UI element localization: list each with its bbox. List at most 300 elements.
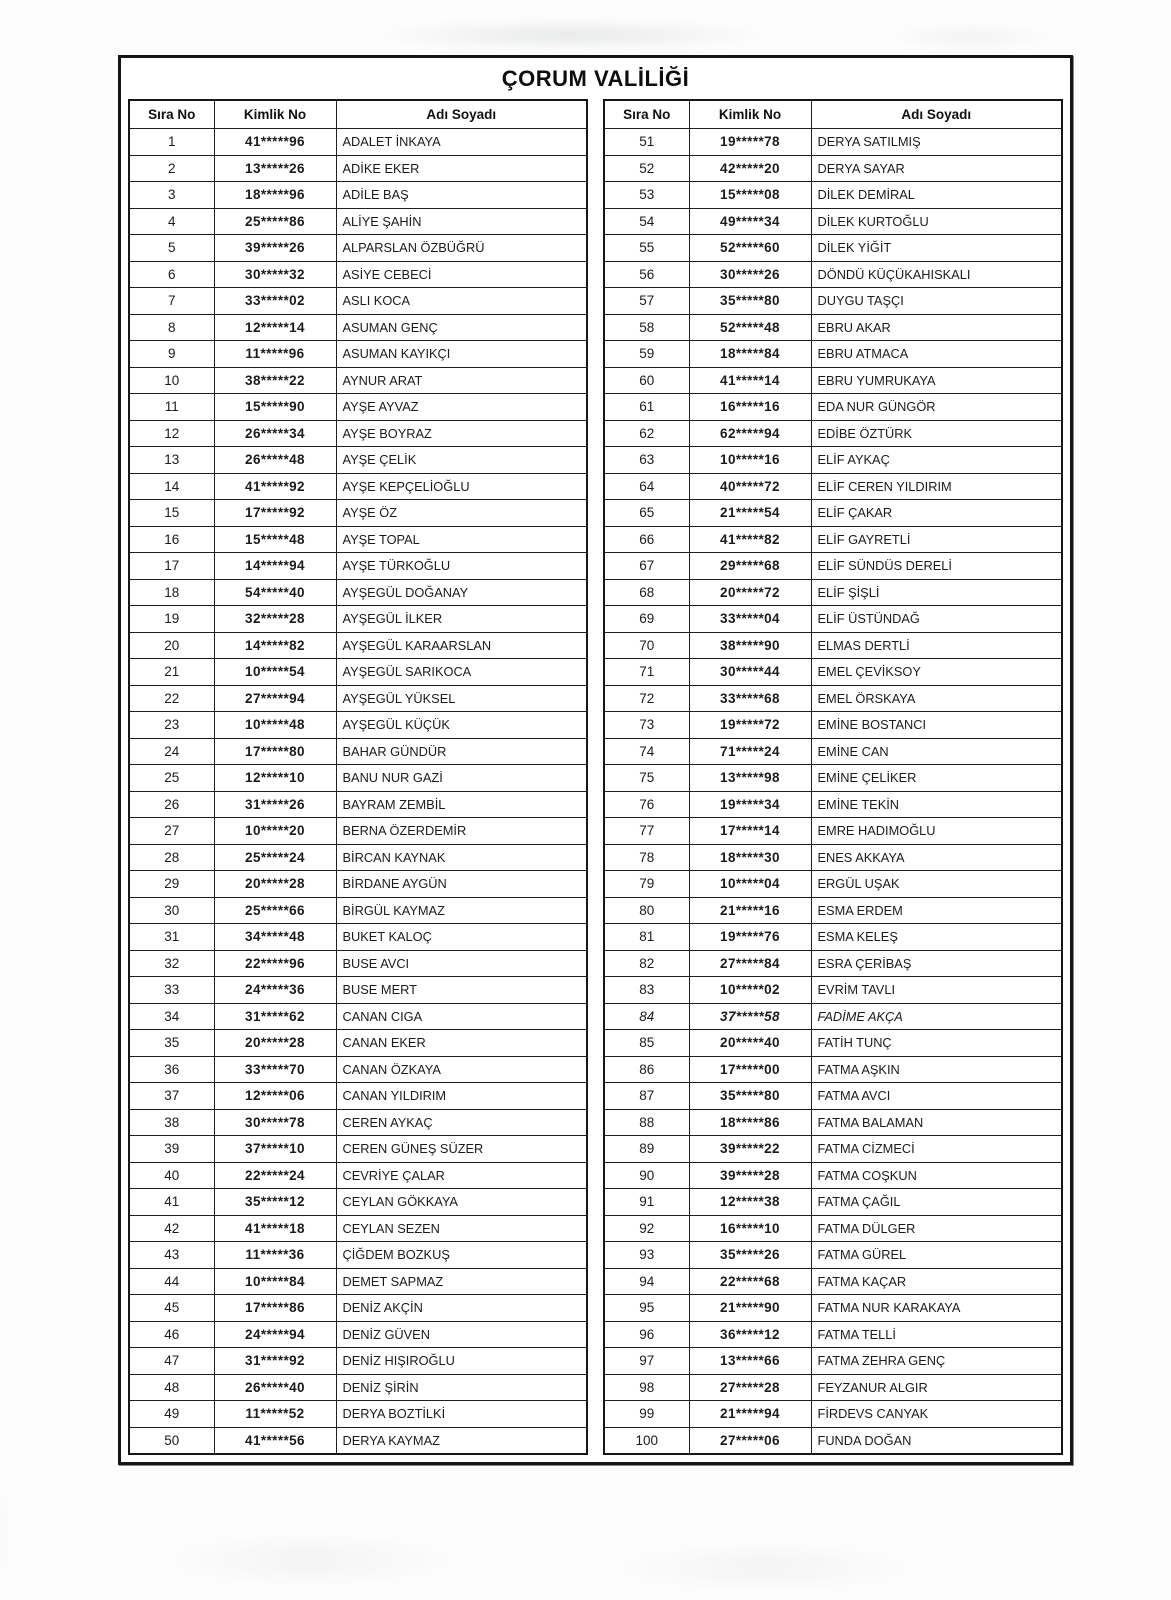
table-row	[604, 1162, 1062, 1189]
name-cell: DERYA SAYAR	[811, 155, 1062, 182]
row-number-cell: 33	[129, 977, 214, 1004]
row-number-cell: 5	[129, 235, 214, 262]
row-number-cell: 96	[604, 1321, 689, 1348]
table-row	[129, 1348, 587, 1375]
row-number-cell: 46	[129, 1321, 214, 1348]
id-number-cell: 17*****86	[214, 1295, 336, 1322]
row-number-cell: 48	[129, 1374, 214, 1401]
row-number-cell: 66	[604, 526, 689, 553]
table-row	[129, 950, 587, 977]
id-number-cell: 35*****80	[689, 1083, 811, 1110]
name-cell: DERYA KAYMAZ	[336, 1427, 587, 1454]
row-number-cell: 53	[604, 182, 689, 209]
id-number-cell: 41*****14	[689, 367, 811, 394]
name-cell: EBRU YUMRUKAYA	[811, 367, 1062, 394]
id-number-cell: 16*****16	[689, 394, 811, 421]
table-row	[604, 288, 1062, 315]
id-number-cell: 25*****86	[214, 208, 336, 235]
table-row	[129, 1083, 587, 1110]
row-number-cell: 58	[604, 314, 689, 341]
row-number-cell: 98	[604, 1374, 689, 1401]
id-number-cell: 25*****66	[214, 897, 336, 924]
name-cell: FATMA ÇAĞIL	[811, 1189, 1062, 1216]
row-number-cell: 77	[604, 818, 689, 845]
row-number-cell: 59	[604, 341, 689, 368]
name-cell: EBRU AKAR	[811, 314, 1062, 341]
name-cell: FADİME AKÇA	[811, 1003, 1062, 1030]
row-number-cell: 4	[129, 208, 214, 235]
row-number-cell: 39	[129, 1136, 214, 1163]
row-number-cell: 3	[129, 182, 214, 209]
id-number-cell: 18*****84	[689, 341, 811, 368]
row-number-cell: 37	[129, 1083, 214, 1110]
row-number-cell: 6	[129, 261, 214, 288]
table-row	[129, 1268, 587, 1295]
name-cell: AYŞE TOPAL	[336, 526, 587, 553]
id-number-cell: 19*****78	[689, 129, 811, 156]
table-row	[129, 500, 587, 527]
name-cell: FEYZANUR ALGIR	[811, 1374, 1062, 1401]
id-number-cell: 12*****38	[689, 1189, 811, 1216]
id-number-cell: 21*****94	[689, 1401, 811, 1428]
name-cell: ESRA ÇERİBAŞ	[811, 950, 1062, 977]
row-number-cell: 50	[129, 1427, 214, 1454]
name-cell: ELİF AYKAÇ	[811, 447, 1062, 474]
roster-table-right	[603, 99, 1063, 1455]
row-number-cell: 26	[129, 791, 214, 818]
table-row	[604, 1215, 1062, 1242]
table-row	[604, 897, 1062, 924]
name-cell: FATMA ZEHRA GENÇ	[811, 1348, 1062, 1375]
name-cell: ADİLE BAŞ	[336, 182, 587, 209]
name-cell: AYŞEGÜL KARAARSLAN	[336, 632, 587, 659]
name-cell: BİRCAN KAYNAK	[336, 844, 587, 871]
name-cell: FATMA AVCI	[811, 1083, 1062, 1110]
name-cell: AYŞEGÜL SARIKOCA	[336, 659, 587, 686]
id-number-cell: 15*****90	[214, 394, 336, 421]
name-cell: ELMAS DERTLİ	[811, 632, 1062, 659]
row-number-cell: 67	[604, 553, 689, 580]
id-number-cell: 40*****72	[689, 473, 811, 500]
scan-smudge	[600, 1540, 930, 1595]
name-cell: ASİYE CEBECİ	[336, 261, 587, 288]
id-number-cell: 14*****82	[214, 632, 336, 659]
id-number-cell: 30*****78	[214, 1109, 336, 1136]
table-row	[604, 155, 1062, 182]
name-cell: EBRU ATMACA	[811, 341, 1062, 368]
row-number-cell: 65	[604, 500, 689, 527]
id-number-cell: 19*****76	[689, 924, 811, 951]
id-number-cell: 18*****30	[689, 844, 811, 871]
row-number-cell: 54	[604, 208, 689, 235]
name-cell: BUKET KALOÇ	[336, 924, 587, 951]
table-row	[129, 1242, 587, 1269]
name-cell: DERYA BOZTİLKİ	[336, 1401, 587, 1428]
name-cell: FATMA CİZMECİ	[811, 1136, 1062, 1163]
table-row	[604, 473, 1062, 500]
name-cell: AYŞE KEPÇELİOĞLU	[336, 473, 587, 500]
row-number-cell: 35	[129, 1030, 214, 1057]
id-number-cell: 21*****16	[689, 897, 811, 924]
row-number-cell: 99	[604, 1401, 689, 1428]
id-number-cell: 41*****92	[214, 473, 336, 500]
id-number-cell: 21*****90	[689, 1295, 811, 1322]
id-number-cell: 11*****36	[214, 1242, 336, 1269]
id-number-cell: 19*****72	[689, 712, 811, 739]
name-cell: EMİNE ÇELİKER	[811, 765, 1062, 792]
name-cell: CEREN AYKAÇ	[336, 1109, 587, 1136]
row-number-cell: 82	[604, 950, 689, 977]
id-number-cell: 27*****06	[689, 1427, 811, 1454]
id-number-cell: 32*****28	[214, 606, 336, 633]
row-number-cell: 30	[129, 897, 214, 924]
table-row	[604, 208, 1062, 235]
column-header-sira-no: Sıra No	[604, 100, 689, 129]
name-cell: AYŞEGÜL YÜKSEL	[336, 685, 587, 712]
row-number-cell: 63	[604, 447, 689, 474]
table-row	[604, 1083, 1062, 1110]
table-row	[129, 791, 587, 818]
table-row	[129, 1401, 587, 1428]
name-cell: ELİF ÇAKAR	[811, 500, 1062, 527]
row-number-cell: 74	[604, 738, 689, 765]
table-row	[129, 685, 587, 712]
row-number-cell: 22	[129, 685, 214, 712]
name-cell: AYŞE BOYRAZ	[336, 420, 587, 447]
name-cell: ERGÜL UŞAK	[811, 871, 1062, 898]
row-number-cell: 91	[604, 1189, 689, 1216]
row-number-cell: 18	[129, 579, 214, 606]
id-number-cell: 62*****94	[689, 420, 811, 447]
row-number-cell: 93	[604, 1242, 689, 1269]
row-number-cell: 9	[129, 341, 214, 368]
table-row	[604, 1056, 1062, 1083]
table-row	[604, 685, 1062, 712]
id-number-cell: 26*****48	[214, 447, 336, 474]
id-number-cell: 11*****52	[214, 1401, 336, 1428]
id-number-cell: 37*****10	[214, 1136, 336, 1163]
row-number-cell: 81	[604, 924, 689, 951]
table-row	[604, 977, 1062, 1004]
row-number-cell: 97	[604, 1348, 689, 1375]
table-row	[129, 977, 587, 1004]
id-number-cell: 20*****72	[689, 579, 811, 606]
scan-smudge	[360, 22, 780, 48]
name-cell: CEREN GÜNEŞ SÜZER	[336, 1136, 587, 1163]
row-number-cell: 62	[604, 420, 689, 447]
name-cell: DİLEK KURTOĞLU	[811, 208, 1062, 235]
table-row	[129, 288, 587, 315]
id-number-cell: 12*****10	[214, 765, 336, 792]
row-number-cell: 64	[604, 473, 689, 500]
table-row	[604, 341, 1062, 368]
id-number-cell: 41*****56	[214, 1427, 336, 1454]
table-row	[604, 659, 1062, 686]
id-number-cell: 33*****04	[689, 606, 811, 633]
row-number-cell: 38	[129, 1109, 214, 1136]
name-cell: ASUMAN KAYIKÇI	[336, 341, 587, 368]
row-number-cell: 42	[129, 1215, 214, 1242]
table-row	[604, 1427, 1062, 1454]
name-cell: CANAN ÖZKAYA	[336, 1056, 587, 1083]
id-number-cell: 39*****28	[689, 1162, 811, 1189]
name-cell: CANAN EKER	[336, 1030, 587, 1057]
name-cell: ASLI KOCA	[336, 288, 587, 315]
table-row	[129, 155, 587, 182]
name-cell: AYŞEGÜL KÜÇÜK	[336, 712, 587, 739]
row-number-cell: 17	[129, 553, 214, 580]
table-row	[129, 261, 587, 288]
row-number-cell: 94	[604, 1268, 689, 1295]
name-cell: EMİNE CAN	[811, 738, 1062, 765]
row-number-cell: 76	[604, 791, 689, 818]
table-row	[129, 659, 587, 686]
table-row	[604, 526, 1062, 553]
table-row	[604, 182, 1062, 209]
row-number-cell: 55	[604, 235, 689, 262]
name-cell: ESMA ERDEM	[811, 897, 1062, 924]
name-cell: DENİZ ŞİRİN	[336, 1374, 587, 1401]
row-number-cell: 16	[129, 526, 214, 553]
name-cell: CEYLAN GÖKKAYA	[336, 1189, 587, 1216]
id-number-cell: 15*****48	[214, 526, 336, 553]
id-number-cell: 16*****10	[689, 1215, 811, 1242]
name-cell: DENİZ AKÇİN	[336, 1295, 587, 1322]
id-number-cell: 15*****08	[689, 182, 811, 209]
row-number-cell: 43	[129, 1242, 214, 1269]
row-number-cell: 70	[604, 632, 689, 659]
row-number-cell: 52	[604, 155, 689, 182]
id-number-cell: 11*****96	[214, 341, 336, 368]
id-number-cell: 13*****66	[689, 1348, 811, 1375]
row-number-cell: 69	[604, 606, 689, 633]
table-row	[129, 897, 587, 924]
row-number-cell: 85	[604, 1030, 689, 1057]
row-number-cell: 13	[129, 447, 214, 474]
id-number-cell: 24*****94	[214, 1321, 336, 1348]
name-cell: AYŞE AYVAZ	[336, 394, 587, 421]
table-row	[129, 1321, 587, 1348]
name-cell: ALPARSLAN ÖZBÜĞRÜ	[336, 235, 587, 262]
id-number-cell: 20*****28	[214, 871, 336, 898]
table-row	[604, 579, 1062, 606]
name-cell: ESMA KELEŞ	[811, 924, 1062, 951]
id-number-cell: 39*****22	[689, 1136, 811, 1163]
table-row	[604, 1295, 1062, 1322]
name-cell: DÖNDÜ KÜÇÜKAHISKALI	[811, 261, 1062, 288]
table-row	[604, 261, 1062, 288]
id-number-cell: 10*****54	[214, 659, 336, 686]
row-number-cell: 88	[604, 1109, 689, 1136]
table-row	[129, 1189, 587, 1216]
name-cell: DEMET SAPMAZ	[336, 1268, 587, 1295]
table-row	[604, 1003, 1062, 1030]
id-number-cell: 31*****26	[214, 791, 336, 818]
row-number-cell: 34	[129, 1003, 214, 1030]
row-number-cell: 8	[129, 314, 214, 341]
name-cell: AYŞEGÜL DOĞANAY	[336, 579, 587, 606]
id-number-cell: 17*****92	[214, 500, 336, 527]
name-cell: ASUMAN GENÇ	[336, 314, 587, 341]
id-number-cell: 13*****26	[214, 155, 336, 182]
row-number-cell: 15	[129, 500, 214, 527]
id-number-cell: 18*****86	[689, 1109, 811, 1136]
id-number-cell: 30*****26	[689, 261, 811, 288]
id-number-cell: 27*****28	[689, 1374, 811, 1401]
row-number-cell: 78	[604, 844, 689, 871]
id-number-cell: 54*****40	[214, 579, 336, 606]
id-number-cell: 13*****98	[689, 765, 811, 792]
id-number-cell: 41*****82	[689, 526, 811, 553]
column-header-sira-no: Sıra No	[129, 100, 214, 129]
row-number-cell: 14	[129, 473, 214, 500]
id-number-cell: 12*****14	[214, 314, 336, 341]
name-cell: FATMA DÜLGER	[811, 1215, 1062, 1242]
name-cell: EMEL ÇEVİKSOY	[811, 659, 1062, 686]
name-cell: AYNUR ARAT	[336, 367, 587, 394]
row-number-cell: 49	[129, 1401, 214, 1428]
row-number-cell: 7	[129, 288, 214, 315]
id-number-cell: 35*****80	[689, 288, 811, 315]
table-row	[604, 129, 1062, 156]
table-row	[129, 871, 587, 898]
table-row	[604, 606, 1062, 633]
row-number-cell: 86	[604, 1056, 689, 1083]
table-row	[604, 235, 1062, 262]
row-number-cell: 75	[604, 765, 689, 792]
id-number-cell: 22*****68	[689, 1268, 811, 1295]
scan-smudge	[880, 28, 1060, 46]
row-number-cell: 25	[129, 765, 214, 792]
table-row	[604, 1321, 1062, 1348]
id-number-cell: 52*****48	[689, 314, 811, 341]
table-row	[129, 341, 587, 368]
table-row	[129, 765, 587, 792]
table-row	[604, 1242, 1062, 1269]
id-number-cell: 22*****24	[214, 1162, 336, 1189]
id-number-cell: 38*****90	[689, 632, 811, 659]
table-row	[129, 1215, 587, 1242]
id-number-cell: 27*****84	[689, 950, 811, 977]
row-number-cell: 45	[129, 1295, 214, 1322]
id-number-cell: 24*****36	[214, 977, 336, 1004]
id-number-cell: 34*****48	[214, 924, 336, 951]
table-row	[129, 1162, 587, 1189]
name-cell: FATMA GÜREL	[811, 1242, 1062, 1269]
row-number-cell: 27	[129, 818, 214, 845]
name-cell: BERNA ÖZERDEMİR	[336, 818, 587, 845]
id-number-cell: 17*****80	[214, 738, 336, 765]
row-number-cell: 89	[604, 1136, 689, 1163]
name-cell: DENİZ GÜVEN	[336, 1321, 587, 1348]
row-number-cell: 79	[604, 871, 689, 898]
name-cell: ALİYE ŞAHİN	[336, 208, 587, 235]
header-row	[604, 100, 1062, 129]
table-row	[129, 182, 587, 209]
name-cell: CANAN CIGA	[336, 1003, 587, 1030]
name-cell: EMİNE BOSTANCI	[811, 712, 1062, 739]
id-number-cell: 20*****28	[214, 1030, 336, 1057]
row-number-cell: 95	[604, 1295, 689, 1322]
id-number-cell: 18*****96	[214, 182, 336, 209]
table-row	[604, 871, 1062, 898]
table-row	[129, 738, 587, 765]
table-row	[604, 1348, 1062, 1375]
id-number-cell: 31*****62	[214, 1003, 336, 1030]
table-row	[604, 1030, 1062, 1057]
name-cell: BUSE MERT	[336, 977, 587, 1004]
name-cell: CEYLAN SEZEN	[336, 1215, 587, 1242]
table-row	[604, 447, 1062, 474]
table-row	[604, 367, 1062, 394]
row-number-cell: 12	[129, 420, 214, 447]
table-row	[604, 924, 1062, 951]
id-number-cell: 37*****58	[689, 1003, 811, 1030]
name-cell: EMİNE TEKİN	[811, 791, 1062, 818]
name-cell: ELİF ÜSTÜNDAĞ	[811, 606, 1062, 633]
name-cell: ELİF CEREN YILDIRIM	[811, 473, 1062, 500]
table-row	[129, 924, 587, 951]
id-number-cell: 52*****60	[689, 235, 811, 262]
name-cell: AYŞEGÜL İLKER	[336, 606, 587, 633]
table-row	[604, 765, 1062, 792]
table-row	[129, 473, 587, 500]
table-row	[129, 844, 587, 871]
table-row	[129, 1427, 587, 1454]
row-number-cell: 28	[129, 844, 214, 871]
name-cell: ADALET İNKAYA	[336, 129, 587, 156]
table-row	[604, 950, 1062, 977]
name-cell: ENES AKKAYA	[811, 844, 1062, 871]
row-number-cell: 60	[604, 367, 689, 394]
row-number-cell: 51	[604, 129, 689, 156]
row-number-cell: 83	[604, 977, 689, 1004]
name-cell: FİRDEVS CANYAK	[811, 1401, 1062, 1428]
row-number-cell: 68	[604, 579, 689, 606]
id-number-cell: 39*****26	[214, 235, 336, 262]
table-row	[604, 314, 1062, 341]
row-number-cell: 11	[129, 394, 214, 421]
row-number-cell: 87	[604, 1083, 689, 1110]
id-number-cell: 19*****34	[689, 791, 811, 818]
name-cell: DİLEK YİĞİT	[811, 235, 1062, 262]
table-row	[604, 1189, 1062, 1216]
id-number-cell: 10*****48	[214, 712, 336, 739]
table-row	[604, 553, 1062, 580]
row-number-cell: 73	[604, 712, 689, 739]
id-number-cell: 10*****16	[689, 447, 811, 474]
row-number-cell: 24	[129, 738, 214, 765]
row-number-cell: 21	[129, 659, 214, 686]
id-number-cell: 35*****26	[689, 1242, 811, 1269]
table-row	[604, 844, 1062, 871]
name-cell: ELİF ŞİŞLİ	[811, 579, 1062, 606]
roster-table-left	[128, 99, 588, 1455]
table-row	[604, 1268, 1062, 1295]
row-number-cell: 36	[129, 1056, 214, 1083]
row-number-cell: 44	[129, 1268, 214, 1295]
name-cell: BİRDANE AYGÜN	[336, 871, 587, 898]
row-number-cell: 72	[604, 685, 689, 712]
id-number-cell: 10*****84	[214, 1268, 336, 1295]
table-row	[129, 818, 587, 845]
id-number-cell: 38*****22	[214, 367, 336, 394]
name-cell: DERYA SATILMIŞ	[811, 129, 1062, 156]
table-row	[129, 1109, 587, 1136]
table-row	[604, 738, 1062, 765]
table-row	[129, 314, 587, 341]
id-number-cell: 26*****40	[214, 1374, 336, 1401]
